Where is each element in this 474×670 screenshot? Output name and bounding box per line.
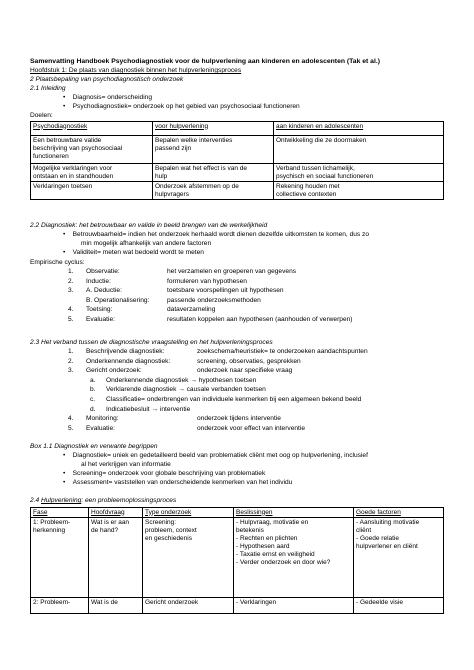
table-cell: - Hulpvraag, motivatie en betekenis - Rechten en plichten - Hypothesen aard - Taxatie ernst en veiligheid - Verder onderzoek en door wie? — [234, 518, 354, 598]
list-item-marker: 5. — [68, 424, 74, 432]
table-header-row — [31, 508, 444, 518]
table-row — [31, 136, 444, 164]
table-header-cell: voor hulpverlening — [153, 122, 274, 136]
cycle-step-number: 5. — [68, 315, 74, 323]
list-item-description: onderzoek voor effect van interventie — [197, 424, 306, 432]
document-title: Samenvatting Handboek Psychodiagnostiek voor de hulpverlening aan kinderen en adolescenten (Tak et al.) — [30, 58, 380, 65]
section-heading: 2 Plaatsbepaling van psychodiagnostisch onderzoek — [30, 76, 184, 83]
chapter-heading: Hoofdstuk 1: De plaats van diagnostiek binnen het hulpverleningsproces — [30, 67, 242, 74]
list-item-marker: 3. — [68, 367, 74, 375]
table-row — [31, 182, 444, 200]
table-row — [31, 598, 444, 614]
bullet-continuation: al het verkrijgen van informatie — [81, 461, 171, 468]
list-item-term: Beschrijvende diagnostiek: — [86, 348, 165, 355]
table-cell: Bepalen wat het effect is van de hulp — [153, 164, 274, 182]
table-row — [31, 164, 444, 182]
table-cell: Wat is er aan de hand? — [89, 518, 143, 598]
cycle-step-number: 4. — [68, 306, 74, 313]
doelen-label: Doelen: — [30, 112, 53, 119]
section-heading: 2.2 Diagnostiek: het betrouwbaar en valide in beeld brengen van de werkelijkheid — [30, 222, 268, 229]
list-item-marker: d. — [90, 405, 96, 413]
bullet-continuation: min mogelijk afhankelijk van andere factoren — [81, 240, 212, 247]
table-row — [31, 518, 444, 598]
process-table — [30, 507, 444, 614]
cycle-step-term: Inductie: — [86, 277, 111, 285]
table-cell: Mogelijke verklaringen voor ontstaan en in standhouden — [31, 164, 153, 182]
cycle-step-description: het verzamelen en groeperen van gegevens — [167, 268, 297, 275]
bullet-item: • Diagnosis= onderscheiding — [63, 94, 153, 101]
cycle-step-term: A. Deductie: — [86, 287, 122, 294]
list-item-description: onderzoek tijdens interventie — [197, 415, 281, 423]
table-cell: Gericht onderzoek — [143, 598, 234, 614]
bullet-item: • Screening= onderzoek voor globale beschrijving van problematiek — [63, 470, 266, 477]
section-heading: 2.3 Het verband tussen de diagnostische vraagstelling en het hulpverleningsproces — [30, 339, 273, 346]
cycle-step-term: Toetsing: — [86, 306, 113, 313]
table-cell: - Verklaringen — [234, 598, 354, 614]
list-item-term: Classificatie= onderbrengen van individuele kenmerken bij een algemeen bekend beeld — [106, 396, 362, 403]
list-item-term: Gericht onderzoek: — [86, 367, 142, 375]
list-item-marker: 4. — [68, 415, 74, 423]
cycle-label: Empirische cyclus: — [30, 259, 85, 266]
list-item-marker: 2. — [68, 357, 74, 365]
table-cell: - Gedeelde visie — [354, 598, 444, 614]
table-cell: Onderzoek afstemmen op de hulpvragers — [153, 182, 274, 200]
list-item-term: Indicatiebesluit → interventie — [106, 405, 191, 413]
table-cell: 1: Probleem- herkenning — [31, 518, 89, 598]
bullet-item: • Validiteit= meten wat bedoeld wordt te meten — [63, 249, 204, 256]
table-cell: Ontwikkeling die ze doormaken — [274, 136, 444, 164]
table-cell: 2: Probleem- — [31, 598, 89, 614]
table-header-row — [31, 122, 444, 136]
list-item-marker: 1. — [68, 348, 74, 355]
box-heading: Box 1.1 Diagnostiek en verwante begrippen — [30, 443, 158, 450]
goals-table — [30, 121, 444, 200]
bullet-item: • Betrouwbaarheid= indien het onderzoek herhaald wordt dienen dezelfde uitkomsten te komen, dus zo — [63, 231, 370, 238]
table-cell: Rekening houden met collectieve contexten — [274, 182, 444, 200]
table-cell: Verklaringen toetsen — [31, 182, 153, 200]
table-cell: Verband tussen lichamelijk, psychisch en sociaal functioneren — [274, 164, 444, 182]
table-cell: Een betrouwbare valide beschrijving van psychosociaal functioneren — [31, 136, 153, 164]
list-item-term: Monitoring: — [86, 415, 119, 423]
table-header-cell: Goede factoren — [354, 508, 444, 518]
table-header-cell: Type onderzoek — [143, 508, 234, 518]
table-cell: Wat is de — [89, 598, 143, 614]
bullet-item: • Diagnostiek= uniek en gedetailleerd beeld van problematiek cliënt met oog op hulpverlening, inclusief — [63, 452, 368, 459]
cycle-step-description: passende onderzoeksmethoden — [167, 296, 261, 304]
table-header-cell: Hoofdvraag — [89, 508, 143, 518]
cycle-step-description: resultaten koppelen aan hypothesen (aanhouden of verwerpen) — [167, 315, 353, 323]
table-header-cell: Fase — [31, 508, 89, 518]
list-item-term: Onderkennende diagnostiek → hypothesen toetsen — [106, 376, 257, 384]
list-item-term: Evaluatie: — [86, 424, 115, 432]
table-header-cell: Psychodiagnostiek — [31, 122, 153, 136]
cycle-step-term: B. Operationalisering: — [86, 296, 150, 304]
table-cell: Bepalen welke interventies passend zijn — [153, 136, 274, 164]
bullet-item: • Assessment= vaststellen van onderscheidende kenmerken van het individu — [63, 479, 293, 486]
list-item-term: Verklarende diagnostiek → causale verbanden toetsen — [106, 386, 266, 394]
cycle-step-description: toetsbare voorspellingen uit hypothesen — [167, 287, 284, 294]
subsection-heading: 2.1 Inleiding — [30, 85, 66, 92]
cycle-step-description: formuleren van hypothesen — [167, 277, 247, 285]
cycle-step-number: 2. — [68, 277, 74, 285]
section-heading: 2.4 Hulpverlening: een probleemoplossingsproces — [30, 497, 177, 504]
cycle-step-term: Evaluatie: — [86, 315, 115, 323]
cycle-step-description: dataverzameling — [167, 306, 216, 313]
cycle-step-number: 3. — [68, 287, 74, 294]
list-item-marker: c. — [90, 396, 96, 403]
list-item-description: screening, observaties, gesprekken — [197, 357, 301, 365]
cycle-step-term: Observatie: — [86, 268, 120, 275]
table-cell: Screening: probleem, context en geschiedenis — [143, 518, 234, 598]
table-cell: - Aansluiting motivatie cliënt - Goede relatie hulpverlener en cliënt — [354, 518, 444, 598]
list-item-term: Onderkennende diagnostiek: — [86, 357, 171, 365]
list-item-description: onderzoek naar specifieke vraag — [197, 367, 293, 375]
list-item-marker: b. — [90, 386, 96, 394]
list-item-marker: a. — [90, 376, 96, 384]
list-item-description: zoekschema/heuristiek= te onderzoeken aandachtspunten — [197, 348, 368, 355]
bullet-item: • Psychodiagnostiek= onderzoek op het gebied van psychosociaal functioneren — [63, 103, 300, 110]
table-header-cell: Beslissingen — [234, 508, 354, 518]
table-header-cell: aan kinderen en adolescenten — [274, 122, 444, 136]
cycle-step-number: 1. — [68, 268, 74, 275]
